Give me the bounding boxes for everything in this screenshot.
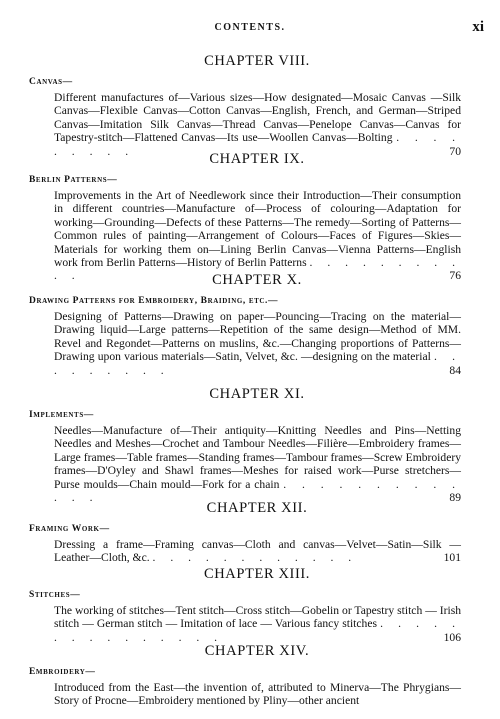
chapter-section-ix: [29, 151, 461, 283]
dot-leader: . . . . . . . . . . . . .: [54, 477, 461, 505]
chapter-section-xiv: [29, 643, 461, 708]
summary-text: Dressing a frame—Framing canvas—Cloth and canvas—Velvet—Satin—Silk —Leather—Cloth, &c.: [54, 538, 461, 565]
chapter-title: CHAPTER XII.: [206, 500, 308, 516]
chapter-section-viii: [29, 53, 461, 158]
chapter-title: CHAPTER IX.: [209, 151, 305, 167]
chapter-subject: Berlin Patterns—: [29, 175, 118, 185]
summary-text: Improvements in the Art of Needlework since their Introduction—Their consumption in different countries—Manufacture of—Process of colouring—Adaptation for working—Grounding—Defects of these Patterns—The remedy—Sorting of Patterns—Common rules of painting—Arrangement of Colours—Faces of Figures—Skies—Materials for working them on—Lining Berlin Canvas—Vienna Patterns—English work from Berlin Patterns—History of Berlin Patterns: [54, 189, 461, 270]
chapter-subject: Stitches—: [29, 590, 81, 600]
summary-text: Needles—Manufacture of—Their antiquity—Knitting Needles and Pins—Netting Needles and Meshes—Crochet and Tambour Needles—Filière—Embroidery frames—Large frames—Table frames—Standing frames—Tambour frames—Screw Embroidery frames—D'Oyley and Shawl frames—Meshes for raised work—Purse stretchers—Purse moulds—Chain mould—Fork for a chain: [54, 424, 461, 491]
dot-leader: . . . . . . . . .: [54, 131, 462, 158]
running-head: [0, 20, 500, 40]
chapter-subject: Embroidery—: [29, 667, 96, 677]
page-reference: 70: [449, 144, 461, 158]
chapter-section-x: [29, 272, 461, 377]
chapter-subject: Framing Work—: [29, 524, 110, 534]
summary-text: Introduced from the East—the invention of, attributed to Minerva—The Phrygians—Story of Procne—Embroidery mentioned by Pliny—other ancient: [54, 681, 461, 708]
chapter-summary: [54, 424, 461, 504]
chapter-summary: [54, 538, 461, 565]
summary-text: Different manufactures of—Various sizes—How designated—Mosaic Canvas —Silk Canvas—Flexible Canvas—Cotton Canvas—English, French, and German—Striped Canvas—Imitation Silk Canvas—Thread Canvas—Penelope Canvas—Canvas for Tapestry-stitch—Flattened Canvas—Its use—Woollen Canvas—Bolting: [54, 91, 461, 145]
chapter-title: CHAPTER XIII.: [203, 566, 311, 582]
chapter-title: CHAPTER XI.: [209, 386, 305, 402]
chapter-summary: [54, 189, 461, 283]
chapter-summary: [54, 681, 461, 708]
chapter-summary: [54, 310, 461, 377]
chapter-title: CHAPTER XIV.: [204, 643, 310, 659]
dot-leader: . . . . . . . . .: [54, 350, 461, 377]
page-reference: 89: [449, 491, 461, 505]
page-reference: 101: [443, 551, 461, 565]
chapter-section-xiii: [29, 566, 461, 644]
chapter-title: CHAPTER VIII.: [204, 53, 310, 69]
page-reference: 84: [449, 363, 461, 377]
page-reference: 76: [449, 269, 461, 283]
chapter-subject: Implements—: [29, 410, 94, 420]
dot-leader: . . . . . . . . . . . . . . .: [54, 617, 461, 644]
chapter-title: CHAPTER X.: [212, 272, 302, 288]
chapter-subject: Drawing Patterns for Embroidery, Braiding, etc.—: [29, 296, 279, 306]
chapter-subject: Canvas—: [29, 77, 73, 87]
chapter-summary: [54, 91, 461, 158]
chapter-section-xii: [29, 500, 461, 565]
summary-text: The working of stitches—Tent stitch—Cross stitch—Gobelin or Tapestry stitch — Irish stitch — German stitch — Imitation of lace — Various fancy stitches: [54, 604, 461, 631]
dot-leader: . . . . . . . . . . . .: [152, 551, 358, 565]
chapter-summary: [54, 604, 461, 644]
page-number: xi: [472, 19, 484, 35]
summary-text: Designing of Patterns—Drawing on paper—Pouncing—Tracing on the material—Drawing liquid—Large patterns—Repetition of the same design—Method of MM. Revel and Regondet—Patterns on muslins, &c.—Changing proportions of Patterns—Drawing upon various materials—Satin, Velvet, &c. —designing on the material: [54, 310, 461, 364]
page-reference: 106: [443, 630, 461, 644]
chapter-section-xi: [29, 386, 461, 504]
running-title: CONTENTS.: [214, 22, 286, 33]
dot-leader: . . . . . . . . . . .: [54, 256, 461, 283]
